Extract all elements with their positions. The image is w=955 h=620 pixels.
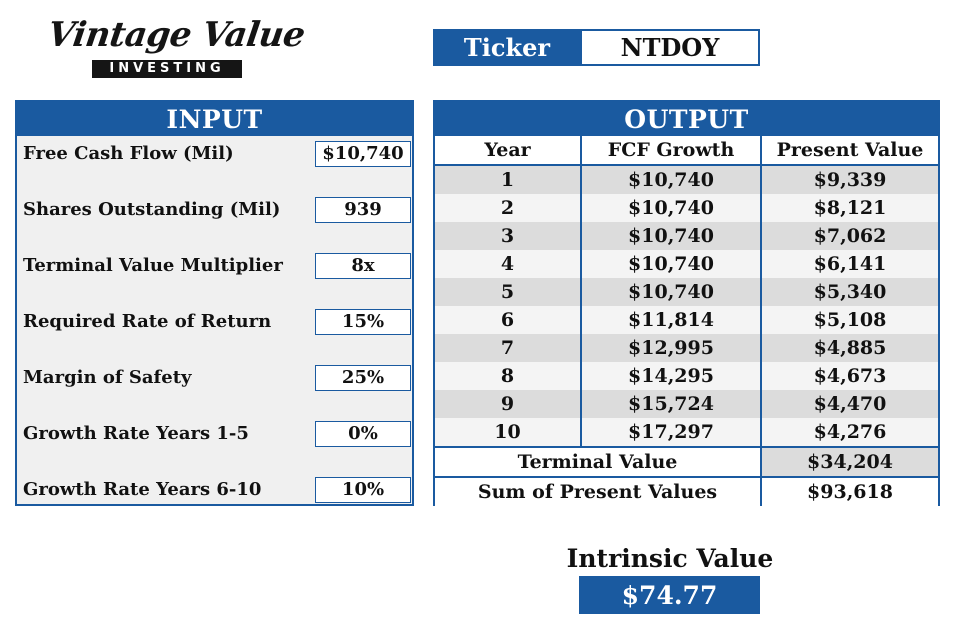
year-cell: 9 [435,390,581,418]
input-row-margin-of-safety [17,363,412,391]
year-cell: 8 [435,362,581,390]
fcf-cell: $17,297 [581,418,761,447]
terminal-value-row [435,447,938,477]
sum-present-values-row [435,477,938,506]
year-cell: 1 [435,165,581,194]
input-body [17,136,412,504]
fcf-cell: $14,295 [581,362,761,390]
table-row [435,250,938,278]
free-cash-flow-field[interactable]: $10,740 [315,141,411,167]
input-label: Shares Outstanding (Mil) [23,199,281,220]
year-cell: 4 [435,250,581,278]
pv-cell: $4,470 [761,390,938,418]
input-row-growth-1-5 [17,419,412,447]
input-row-growth-6-10 [17,475,412,503]
pv-cell: $4,885 [761,334,938,362]
fcf-cell: $15,724 [581,390,761,418]
column-header-present-value: Present Value [761,136,938,165]
pv-cell: $4,673 [761,362,938,390]
table-row [435,390,938,418]
input-row-free-cash-flow [17,139,412,167]
input-panel [15,100,414,506]
fcf-cell: $10,740 [581,194,761,222]
column-header-fcf-growth: FCF Growth [581,136,761,165]
ticker-input[interactable]: NTDOY [580,29,760,66]
logo-band-text: INVESTING [92,60,242,78]
shares-outstanding-field[interactable]: 939 [315,197,411,223]
growth-rate-1-5-field[interactable]: 0% [315,421,411,447]
fcf-cell: $10,740 [581,278,761,306]
output-body [435,136,938,504]
table-row [435,165,938,194]
terminal-multiplier-field[interactable]: 8x [315,253,411,279]
input-label: Growth Rate Years 6-10 [23,479,262,500]
sum-present-values-cell: $93,618 [761,477,938,506]
pv-cell: $6,141 [761,250,938,278]
input-label: Terminal Value Multiplier [23,255,283,276]
input-row-terminal-multiplier [17,251,412,279]
input-label: Growth Rate Years 1-5 [23,423,249,444]
year-cell: 7 [435,334,581,362]
year-cell: 2 [435,194,581,222]
input-row-required-return [17,307,412,335]
fcf-cell: $10,740 [581,165,761,194]
table-row [435,306,938,334]
year-cell: 6 [435,306,581,334]
column-header-year: Year [435,136,581,165]
intrinsic-value-result: $74.77 [579,576,760,614]
pv-cell: $7,062 [761,222,938,250]
logo-script-text: Vintage Value [45,15,308,55]
table-row [435,334,938,362]
input-row-shares-outstanding [17,195,412,223]
table-row [435,194,938,222]
input-label: Required Rate of Return [23,311,272,332]
pv-cell: $5,340 [761,278,938,306]
year-cell: 10 [435,418,581,447]
table-header-row [435,136,938,165]
output-panel-title: OUTPUT [624,105,749,134]
pv-cell: $5,108 [761,306,938,334]
input-label: Free Cash Flow (Mil) [23,143,234,164]
terminal-value-label: Terminal Value [435,447,761,477]
required-return-field[interactable]: 15% [315,309,411,335]
pv-cell: $4,276 [761,418,938,447]
ticker-label: Ticker [433,29,581,66]
fcf-cell: $12,995 [581,334,761,362]
sum-present-values-label: Sum of Present Values [435,477,761,506]
input-label: Margin of Safety [23,367,192,388]
output-panel [433,100,940,506]
terminal-value-cell: $34,204 [761,447,938,477]
year-cell: 3 [435,222,581,250]
margin-of-safety-field[interactable]: 25% [315,365,411,391]
table-row [435,222,938,250]
pv-cell: $8,121 [761,194,938,222]
growth-rate-6-10-field[interactable]: 10% [315,477,411,503]
pv-cell: $9,339 [761,165,938,194]
fcf-cell: $10,740 [581,222,761,250]
intrinsic-value-label: Intrinsic Value [566,544,774,573]
fcf-cell: $10,740 [581,250,761,278]
input-panel-title: INPUT [166,105,263,134]
year-cell: 5 [435,278,581,306]
output-table [435,136,938,506]
table-row [435,418,938,447]
fcf-cell: $11,814 [581,306,761,334]
table-row [435,278,938,306]
table-row [435,362,938,390]
